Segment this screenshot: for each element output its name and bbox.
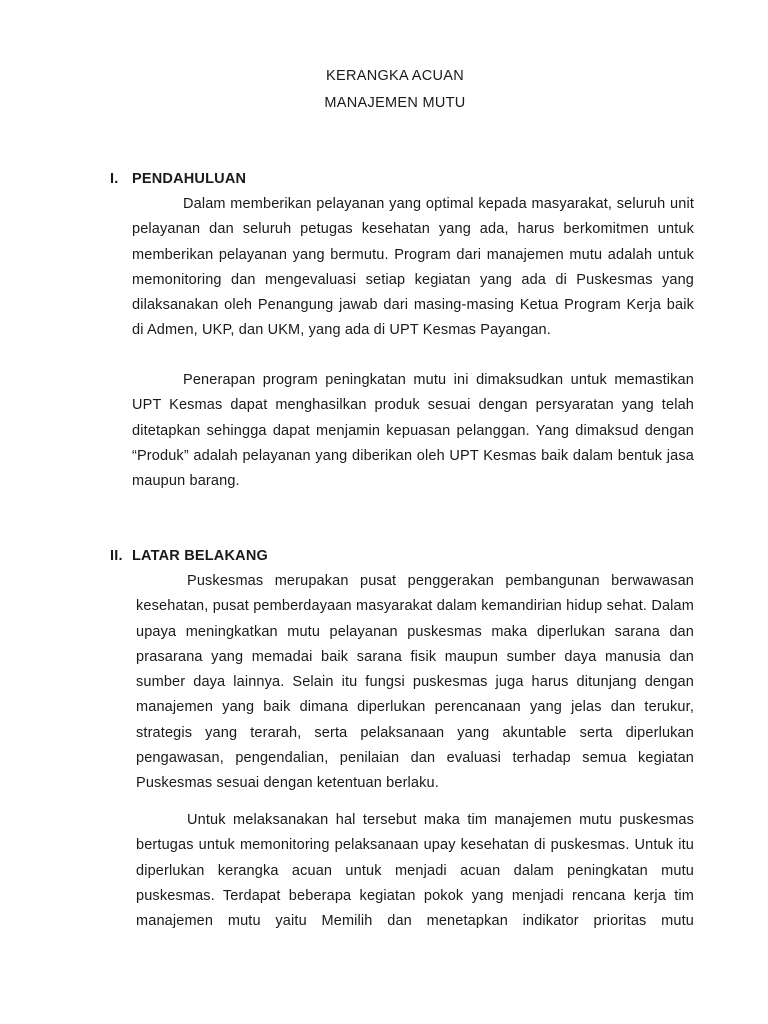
section-2-paragraph-1 [136, 569, 694, 797]
section-2-paragraph-2-text: Untuk melaksanakan hal tersebut maka tim manajemen mutu puskesmas bertugas untuk memonitoring pelaksanaan upay kesehatan di puskesmas. Untuk itu diperlukan kerangka acuan untuk menjadi acuan dalam peningkatan mutu puskesmas. Terdapat beberapa kegiatan pokok yang menjadi rencana kerja tim manajemen mutu yaitu Memilih dan menetapkan indikator prioritas mutu [136, 812, 694, 930]
document-title-line-1: KERANGKA ACUAN [326, 68, 464, 84]
section-1-paragraph-2-text: Penerapan program peningkatan mutu ini dimaksudkan untuk memastikan UPT Kesmas dapat menghasilkan produk sesuai dengan persyaratan yang telah ditetapkan sehingga dapat menjamin kepuasan pelanggan. Yang dimaksud dengan “Produk” adalah pelayanan yang diberikan oleh UPT Kesmas baik dalam bentuk jasa maupun barang. [132, 372, 694, 490]
section-1-title: PENDAHULUAN [132, 171, 247, 187]
section-2-title: LATAR BELAKANG [132, 548, 268, 564]
section-1-heading [110, 171, 246, 187]
section-1-paragraph-1 [132, 192, 694, 344]
section-2-number: II. [110, 548, 123, 564]
section-1-paragraph-2 [132, 368, 694, 494]
section-1-paragraph-1-text: Dalam memberikan pelayanan yang optimal kepada masyarakat, seluruh unit pelayanan dan seluruh petugas kesehatan yang ada, harus berkomitmen untuk memberikan pelayanan yang bermutu. Program dari manajemen mutu adalah untuk memonitoring dan mengevaluasi setiap kegiatan yang ada di Puskesmas yang dilaksanakan oleh Penangung jawab dari masing-masing Ketua Program Kerja baik di Admen, UKP, dan UKM, yang ada di UPT Kesmas Payangan. [132, 196, 694, 339]
section-2-heading [110, 548, 268, 564]
section-2-paragraph-1-text: Puskesmas merupakan pusat penggerakan pembangunan berwawasan kesehatan, pusat pemberdayaan masyarakat dalam kemandirian hidup sehat. Dalam upaya meningkatkan mutu pelayanan puskesmas maka diperlukan sarana dan prasarana yang memadai baik sarana fisik maupun sumber daya manusia dan sumber daya lainnya. Selain itu fungsi puskesmas juga harus ditunjang dengan manajemen yang baik dimana diperlukan perencanaan yang jelas dan terukur, strategis yang terarah, serta pelaksanaan yang akuntable serta diperlukan pengawasan, pengendalian, penilaian dan evaluasi terhadap semua kegiatan Puskesmas sesuai dengan ketentuan berlaku. [136, 573, 694, 792]
section-1-number: I. [110, 171, 119, 187]
document-title-line-2: MANAJEMEN MUTU [324, 95, 466, 111]
section-2-paragraph-2 [136, 808, 694, 934]
